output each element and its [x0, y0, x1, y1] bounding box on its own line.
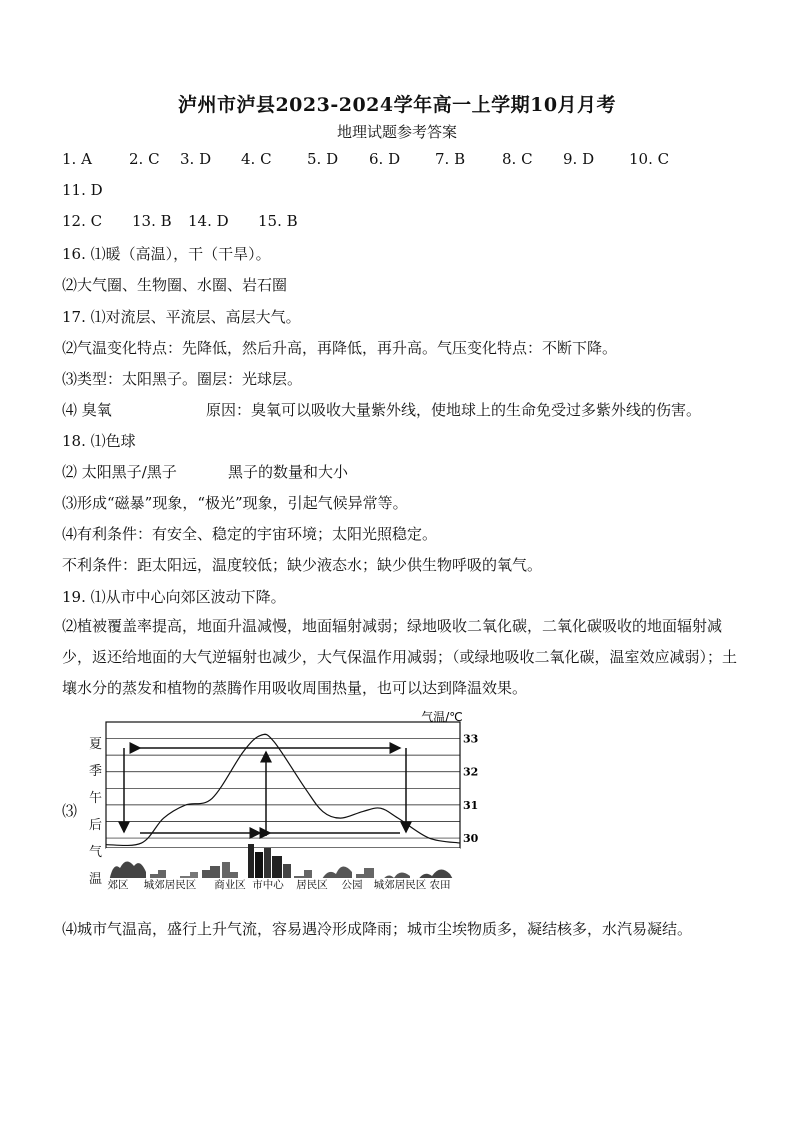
q18-part3: ⑶形成“磁暴”现象，“极光”现象，引起气候异常等。 [62, 494, 408, 512]
answer-13: 13. B [132, 212, 172, 230]
x-region-label: 公园 [341, 879, 363, 891]
answer-6: 6. D [369, 150, 401, 168]
temperature-curve [106, 734, 460, 845]
page-subtitle: 地理试题参考答案 [336, 123, 457, 141]
q16-part2: ⑵大气圈、生物圈、水圈、岩石圈 [62, 276, 288, 294]
answer-12: 12. C [62, 212, 103, 230]
q18-part1: 18. ⑴色球 [62, 432, 136, 450]
chart-title-char: 温 [89, 872, 103, 887]
urban-heat-island-chart [80, 710, 480, 892]
chart-title-char: 后 [89, 818, 103, 833]
q18-part2-answer-b: 黑子的数量和大小 [228, 463, 349, 481]
q18-part2 [62, 461, 348, 482]
answer-4: 4. C [241, 150, 272, 168]
page-title: 泸州市泸县2023-2024学年高一上学期10月月考 [177, 94, 617, 116]
answer-3: 3. D [180, 150, 212, 168]
q17-part4 [62, 399, 701, 420]
q17-part3: ⑶类型：太阳黑子。圈层：光球层。 [62, 370, 303, 388]
q19-part1: 19. ⑴从市中心向郊区波动下降。 [62, 588, 286, 606]
mc-answers-row-1 [62, 150, 669, 168]
answer-2: 2. C [129, 150, 160, 168]
y-tick-label: 33 [463, 732, 479, 746]
chart-title-char: 午 [89, 791, 103, 806]
chart-title-char: 季 [89, 764, 103, 779]
q17-part2: ⑵气温变化特点：先降低，然后升高，再降低，再升高。气压变化特点：不断下降。 [62, 339, 618, 357]
q19-part3-label: ⑶ [62, 802, 78, 820]
q18-part4: ⑷有利条件：有安全、稳定的宇宙环境；太阳光照稳定。 [62, 525, 438, 543]
answer-7: 7. B [435, 150, 466, 168]
answer-9: 9. D [563, 150, 595, 168]
x-region-label: 城郊居民区 [373, 879, 427, 891]
mc-answers-row-2: 11. D [62, 181, 103, 199]
y-axis-label: 气温/℃ [421, 710, 463, 724]
chart-title-char: 气 [89, 845, 103, 860]
y-tick-label: 32 [463, 765, 479, 779]
chart-frame [106, 722, 460, 848]
q16-part1: 16. ⑴暖（高温），干（干旱）。 [62, 245, 271, 263]
mc-answers-row-3 [62, 212, 298, 230]
answer-14: 14. D [188, 212, 229, 230]
y-tick-label: 30 [463, 832, 479, 846]
answer-1: 1. A [62, 150, 92, 168]
q17-part4-reason: 原因：臭氧可以吸收大量紫外线，使地球上的生命免受过多紫外线的伤害。 [206, 401, 702, 419]
x-region-label: 市中心 [252, 879, 284, 891]
q18-part2-answer-a: ⑵ 太阳黑子/黑子 [62, 463, 177, 481]
q19-part2: ⑵植被覆盖率提高，地面升温减慢，地面辐射减弱；绿地吸收二氧化碳，二氧化碳吸收的地面辐射减少，返还给地面的大气逆辐射也减少，大气保温作用减弱；（或绿地吸收二氧化碳，温室效应减弱）；土壤水分的蒸发和植物的蒸腾作用吸收周围热量，也可以达到降温效果。 [62, 617, 738, 697]
chart-title-char: 夏 [89, 737, 103, 752]
answer-10: 10. C [629, 150, 670, 168]
answer-5: 5. D [307, 150, 339, 168]
q18-part4-cont: 不利条件：距太阳远，温度较低；缺少液态水；缺少供生物呼吸的氧气。 [62, 556, 543, 574]
x-region-label: 郊区 [107, 879, 129, 891]
answer-8: 8. C [502, 150, 533, 168]
x-region-label: 城郊居民区 [143, 879, 197, 891]
q17-part4-answer: ⑷ 臭氧 [62, 401, 112, 419]
answer-15: 15. B [258, 212, 298, 230]
x-region-label: 居民区 [296, 879, 328, 891]
q19-part4: ⑷城市气温高，盛行上升气流，容易遇冷形成降雨；城市尘埃物质多，凝结核多，水汽易凝结。 [62, 920, 693, 938]
q17-part1: 17. ⑴对流层、平流层、高层大气。 [62, 308, 301, 326]
x-region-label: 农田 [429, 879, 451, 891]
y-tick-label: 31 [463, 798, 479, 812]
x-region-label: 商业区 [214, 879, 246, 891]
